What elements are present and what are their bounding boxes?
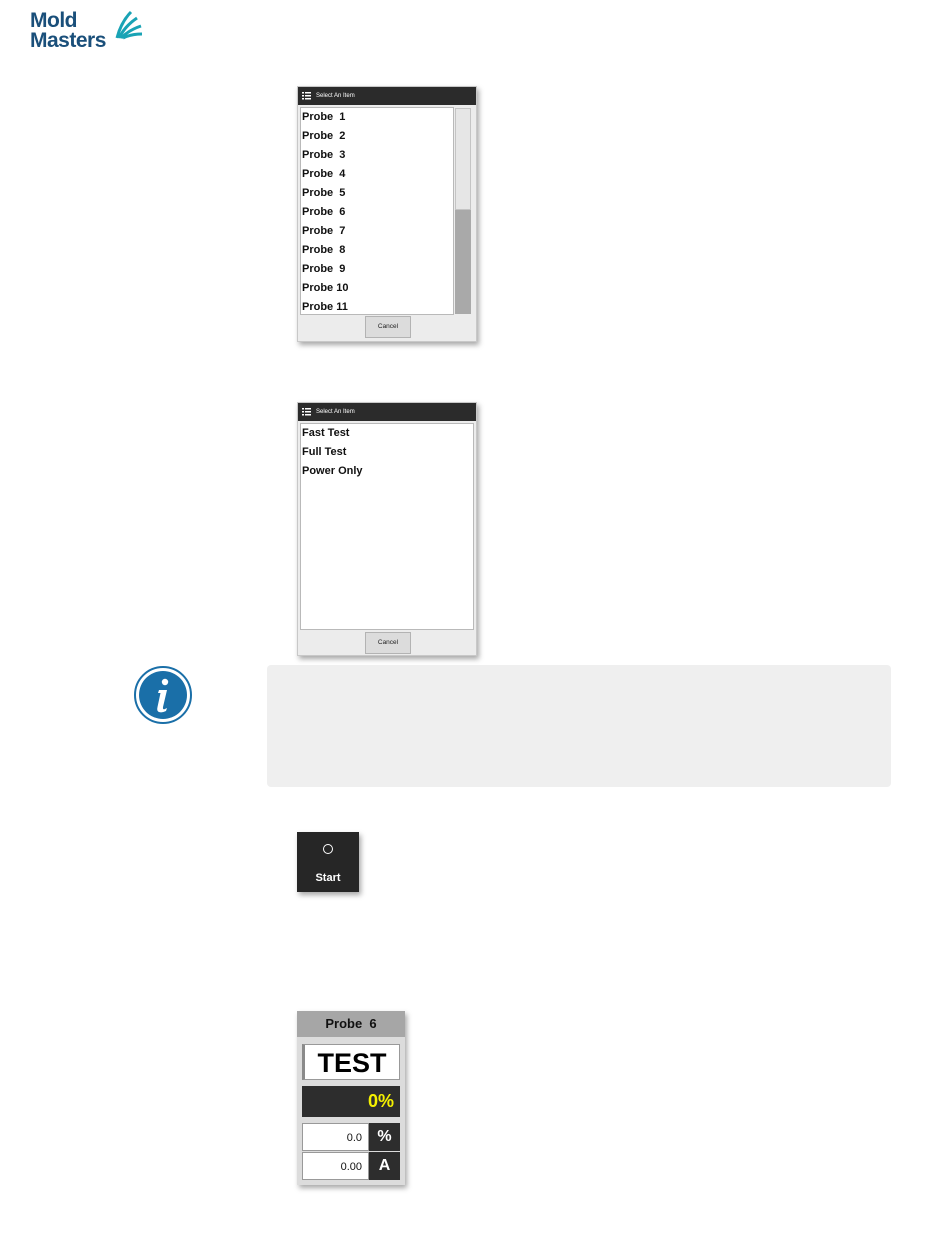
info-icon: [133, 665, 193, 725]
scrollbar[interactable]: [455, 108, 471, 314]
list-menu-icon: [302, 92, 311, 100]
note-panel: [267, 665, 891, 787]
current-unit: A: [369, 1152, 400, 1180]
cancel-button[interactable]: Cancel: [365, 632, 411, 654]
probe-title: Probe 6: [297, 1011, 405, 1037]
probe-list[interactable]: [300, 107, 454, 315]
list-item[interactable]: Probe 9: [302, 263, 346, 275]
list-item[interactable]: Probe 7: [302, 225, 346, 237]
logo-text-line1: Mold: [30, 9, 77, 32]
list-item[interactable]: Probe 4: [302, 168, 346, 180]
test-type-list[interactable]: [300, 423, 474, 630]
power-unit: %: [369, 1123, 400, 1151]
start-button[interactable]: [297, 832, 359, 892]
list-item[interactable]: Full Test: [302, 446, 347, 458]
list-item[interactable]: Probe 1: [302, 111, 346, 123]
list-menu-icon: [302, 408, 311, 416]
circle-icon: [323, 844, 333, 854]
mold-masters-logo: [30, 8, 145, 56]
scrollbar-thumb[interactable]: [455, 108, 471, 210]
dialog-header: [298, 87, 476, 105]
list-item[interactable]: Probe 2: [302, 130, 346, 142]
probe-status-card[interactable]: [297, 1011, 405, 1185]
list-item[interactable]: Probe 6: [302, 206, 346, 218]
cancel-button[interactable]: Cancel: [365, 316, 411, 338]
list-item[interactable]: Probe 3: [302, 149, 346, 161]
select-test-dialog: [297, 402, 477, 656]
logo-text-line2: Masters: [30, 29, 106, 52]
current-value: 0.00: [302, 1152, 369, 1180]
list-item[interactable]: Fast Test: [302, 427, 350, 439]
list-item[interactable]: Probe 8: [302, 244, 346, 256]
list-item[interactable]: Power Only: [302, 465, 363, 477]
probe-mode-display: TEST: [302, 1044, 400, 1080]
dialog-title: Select An Item: [316, 409, 355, 415]
probe-progress-display: 0%: [302, 1086, 400, 1117]
list-item[interactable]: Probe 11: [302, 301, 348, 313]
power-value: 0.0: [302, 1123, 369, 1151]
logo-fan-icon: [115, 10, 143, 40]
list-item[interactable]: Probe 5: [302, 187, 346, 199]
list-item[interactable]: Probe 10: [302, 282, 349, 294]
start-button-label: Start: [315, 872, 341, 884]
dialog-header: [298, 403, 476, 421]
dialog-title: Select An Item: [316, 93, 355, 99]
select-probe-dialog: [297, 86, 477, 342]
